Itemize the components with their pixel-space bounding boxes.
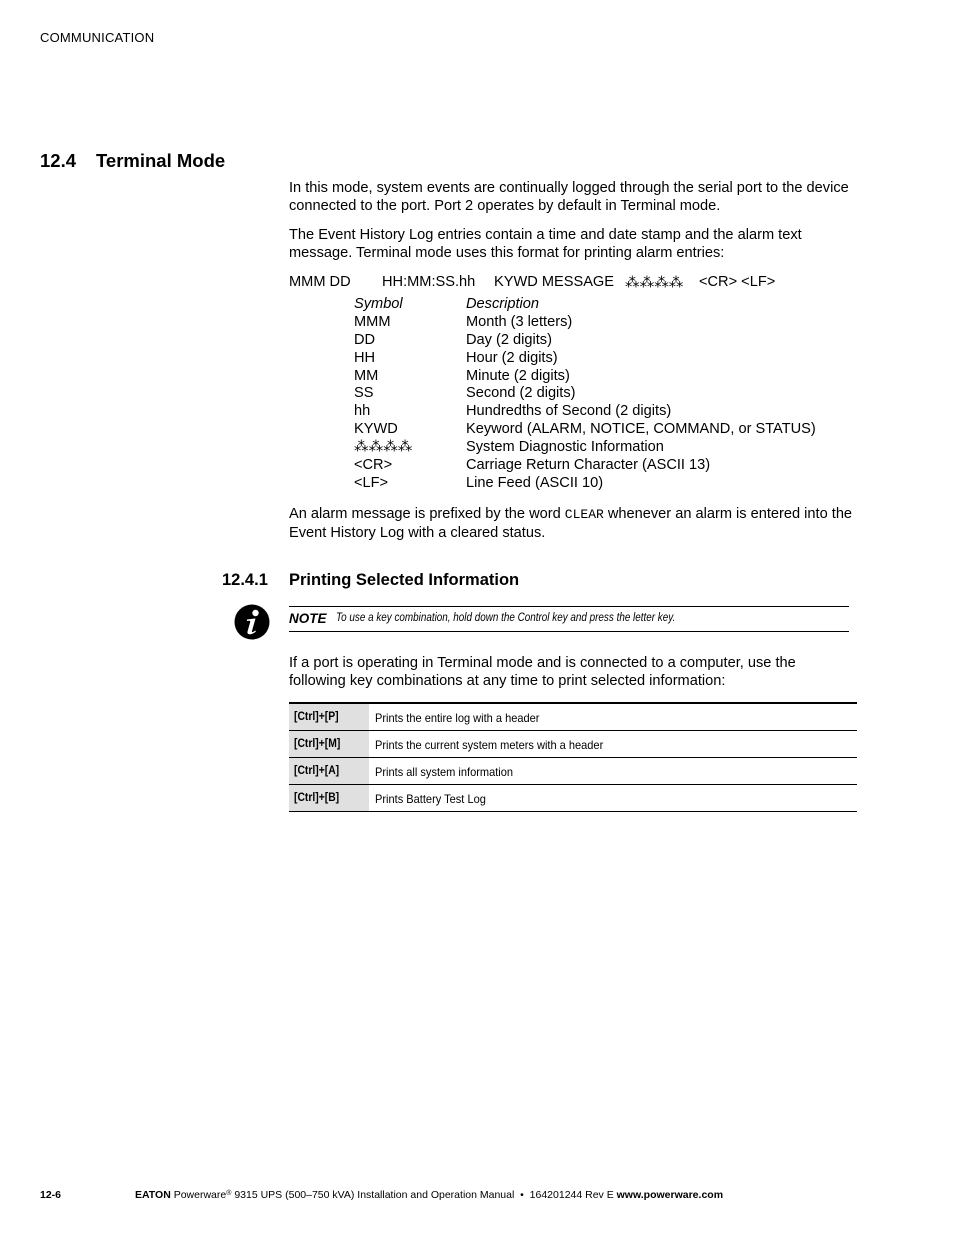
symbol-cell: HH xyxy=(354,349,376,366)
key-cell xyxy=(289,704,369,730)
key-description: Prints Battery Test Log xyxy=(375,792,486,806)
symbol-table-header xyxy=(354,296,854,314)
symbol-row xyxy=(354,332,854,350)
key-combination: [Ctrl]+[P] xyxy=(294,711,339,723)
symbol-cell: <CR> xyxy=(354,457,393,474)
description-cell: Keyword (ALARM, NOTICE, COMMAND, or STATUS) xyxy=(466,421,816,438)
paragraph-text: An alarm message is prefixed by the word xyxy=(289,506,565,522)
format-keyword-message: KYWD MESSAGE xyxy=(494,274,615,290)
subsection-heading xyxy=(222,571,519,590)
paragraph-text: whenever an alarm is entered into the Event History Log with a cleared status. xyxy=(289,506,853,541)
description-cell: Month (3 letters) xyxy=(466,313,573,330)
description-cell: Hour (2 digits) xyxy=(466,349,558,366)
info-icon xyxy=(234,604,270,640)
key-combination: [Ctrl]+[B] xyxy=(294,792,340,804)
footer-url: www.powerware.com xyxy=(616,1189,724,1201)
key-combination: [Ctrl]+[M] xyxy=(294,738,341,750)
key-cell xyxy=(289,785,369,811)
format-diagnostic: ⁂⁂⁂⁂ xyxy=(625,275,684,291)
description-cell: System Diagnostic Information xyxy=(466,439,664,456)
symbol-row xyxy=(354,439,854,457)
symbol-cell: SS xyxy=(354,385,374,402)
description-cell: Carriage Return Character (ASCII 13) xyxy=(466,457,711,474)
symbol-row xyxy=(354,475,854,493)
description-cell: Minute (2 digits) xyxy=(466,367,570,384)
footer-manual: 9315 UPS (500–750 kVA) Installation and Operation Manual • 164201244 Rev E xyxy=(231,1189,617,1201)
section-number: 12.4 xyxy=(40,150,77,171)
description-cell: Hundredths of Second (2 digits) xyxy=(466,403,672,420)
symbol-row xyxy=(354,314,854,332)
key-description: Prints all system information xyxy=(375,765,514,779)
footer-product: Powerware xyxy=(173,1189,227,1201)
table-row xyxy=(289,731,857,758)
description-cell: Line Feed (ASCII 10) xyxy=(466,474,604,491)
symbol-row xyxy=(354,368,854,386)
description-cell: Day (2 digits) xyxy=(466,331,552,348)
table-row xyxy=(289,758,857,785)
key-description: Prints the entire log with a header xyxy=(375,711,540,725)
symbol-cell: DD xyxy=(354,331,376,348)
symbol-cell: hh xyxy=(354,403,371,420)
key-description: Prints the current system meters with a header xyxy=(375,738,604,752)
symbol-cell: ⁂⁂⁂⁂ xyxy=(354,439,413,456)
subsection-number: 12.4.1 xyxy=(222,571,268,589)
note-text: To use a key combination, hold down the Control key and press the letter key. xyxy=(336,612,676,624)
table-row xyxy=(289,704,857,731)
format-cr-lf: <CR> <LF> xyxy=(699,274,776,290)
paragraph-event-history-log: The Event History Log entries contain a time and date stamp and the alarm text message. Terminal mode uses this format for printing alarm entries: xyxy=(289,227,802,261)
description-column-header: Description xyxy=(466,296,539,312)
subsection-title: Printing Selected Information xyxy=(289,571,520,589)
symbol-cell: <LF> xyxy=(354,474,389,491)
paragraph-key-combinations: If a port is operating in Terminal mode and is connected to a computer, use the following key combinations at any time to print selected information: xyxy=(289,655,796,689)
registered-mark: ® xyxy=(226,1190,232,1197)
key-combination-table xyxy=(289,702,857,812)
format-time: HH:MM:SS.hh xyxy=(382,274,476,290)
symbol-column-header: Symbol xyxy=(354,296,403,312)
section-heading xyxy=(40,150,225,172)
table-row xyxy=(289,785,857,812)
key-combination: [Ctrl]+[A] xyxy=(294,765,340,777)
format-date: MMM DD xyxy=(289,274,351,290)
symbol-row xyxy=(354,385,854,403)
footer-line xyxy=(135,1189,723,1201)
symbol-row xyxy=(354,403,854,421)
symbol-cell: MMM xyxy=(354,313,391,330)
paragraph-clear-prefix xyxy=(289,505,854,542)
key-cell xyxy=(289,731,369,757)
note-label: NOTE xyxy=(289,611,327,626)
symbol-cell: MM xyxy=(354,367,379,384)
symbol-row xyxy=(354,457,854,475)
running-head: COMMUNICATION xyxy=(40,30,155,45)
key-cell xyxy=(289,758,369,784)
footer-brand: EATON xyxy=(135,1189,171,1201)
paragraph-terminal-mode-intro: In this mode, system events are continually logged through the serial port to the device connected to the port. Port 2 operates by default in Terminal mode. xyxy=(289,180,849,214)
page-number: 12-6 xyxy=(40,1189,62,1201)
clear-keyword: CLEAR xyxy=(564,507,604,522)
description-cell: Second (2 digits) xyxy=(466,385,576,402)
symbol-cell: KYWD xyxy=(354,421,398,438)
section-title: Terminal Mode xyxy=(96,150,226,171)
symbol-table xyxy=(354,296,854,493)
note-box xyxy=(289,606,849,632)
symbol-row xyxy=(354,421,854,439)
symbol-row xyxy=(354,350,854,368)
